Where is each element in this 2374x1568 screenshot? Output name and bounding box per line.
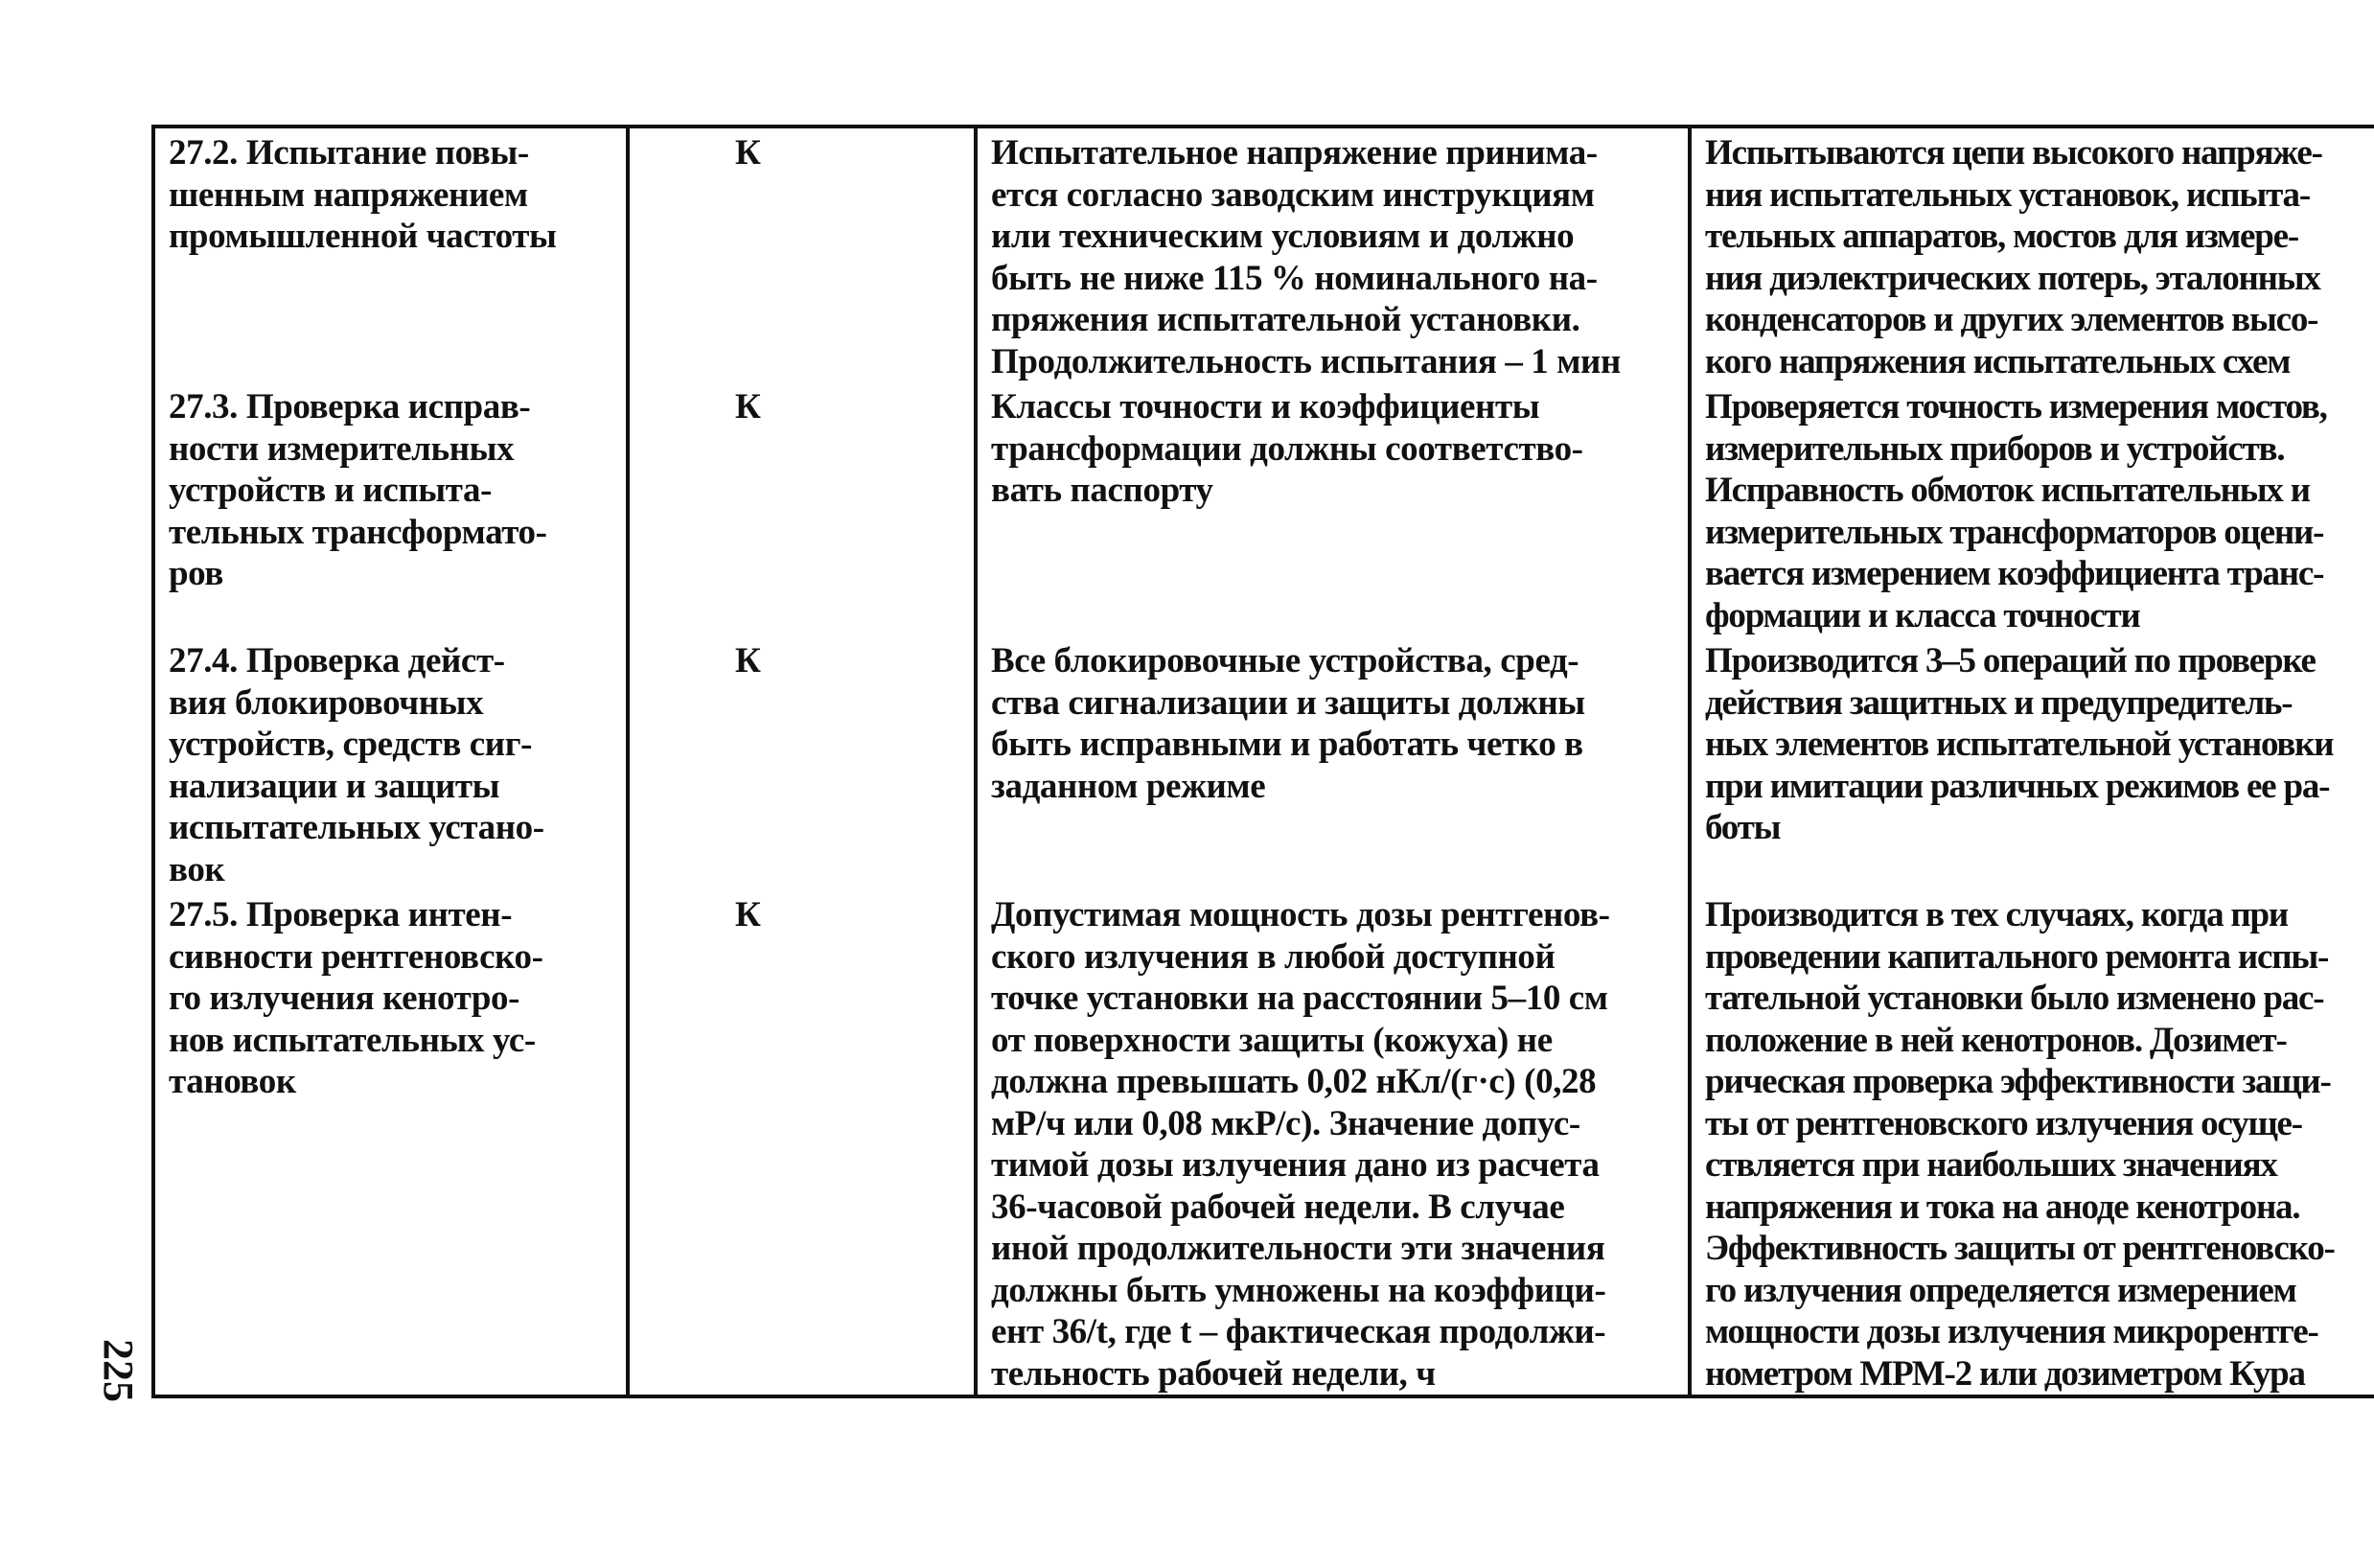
test-name-cell: 27.5. Проверка интен- сивности рентгеновско- го излучения кенотро- нов испытательных ус- тановок <box>153 890 628 1396</box>
test-kind-cell: К <box>628 382 976 636</box>
test-kind-cell: К <box>628 636 976 890</box>
page-number: 225 <box>95 1339 142 1402</box>
test-kind-cell: К <box>628 890 976 1396</box>
table-row <box>153 127 2374 382</box>
test-name-cell: 27.3. Проверка исправ- ности измерительных устройств и испыта- тельных трансформато- ров <box>153 382 628 636</box>
test-name-cell: 27.2. Испытание повы- шенным напряжением промышленной частоты <box>153 127 628 382</box>
inspection-table <box>151 125 2374 1398</box>
test-kind-cell: К <box>628 127 976 382</box>
test-note-cell: Испытываются цепи высокого напряже- ния испытательных установок, испыта- тельных аппаратов, мостов для измере- ния диэлектрических потерь, эталонных конденсаторов и других элементов высо- кого напряжения испытательных схем <box>1690 127 2374 382</box>
test-note-cell: Проверяется точность измерения мостов, измерительных приборов и устройств. Исправность обмоток испытательных и измерительных трансформаторов оцени- вается измерением коэффициента транс- формации и класса точности <box>1690 382 2374 636</box>
test-note-cell: Производится в тех случаях, когда при проведении капитального ремонта испы- тательной установки было изменено рас- положение в ней кенотронов. Дозимет- рическая проверка эффективности защи- ты от рентгеновского излучения осуще- ствляется при наибольших значениях напряжения и тока на аноде кенотрона. Эффективность защиты от рентгеновско- го излучения определяется измерением мощности дозы излучения микрорентге- нометром МРМ-2 или дозиметром Кура <box>1690 890 2374 1396</box>
test-norm-cell: Допустимая мощность дозы рентгенов- ского излучения в любой доступной точке установки на расстоянии 5–10 см от поверхности защиты (кожуха) не должна превышать 0,02 нКл/(г·с) (0,28 мР/ч или 0,08 мкР/с). Значение допус- тимой дозы излучения дано из расчета 36-часовой рабочей недели. В случае иной продолжительности эти значения должны быть умножены на коэффици- ент 36/t, где t – фактическая продолжи- тельность рабочей недели, ч <box>976 890 1690 1396</box>
table-row <box>153 382 2374 636</box>
test-name-cell: 27.4. Проверка дейст- вия блокировочных устройств, средств сиг- нализации и защиты испытательных устано- вок <box>153 636 628 890</box>
test-norm-cell: Испытательное напряжение принима- ется согласно заводским инструкциям или техническим условиям и должно быть не ниже 115 % номинального на- пряжения испытательной установки. Продолжительность испытания – 1 мин <box>976 127 1690 382</box>
test-norm-cell: Классы точности и коэффициенты трансформации должны соответство- вать паспорту <box>976 382 1690 636</box>
test-norm-cell: Все блокировочные устройства, сред- ства сигнализации и защиты должны быть исправными и работать четко в заданном режиме <box>976 636 1690 890</box>
test-note-cell: Производится 3–5 операций по проверке действия защитных и предупредитель- ных элементов испытательной установки при имитации различных режимов ее ра- боты <box>1690 636 2374 890</box>
table-row <box>153 636 2374 890</box>
table-row <box>153 890 2374 1396</box>
